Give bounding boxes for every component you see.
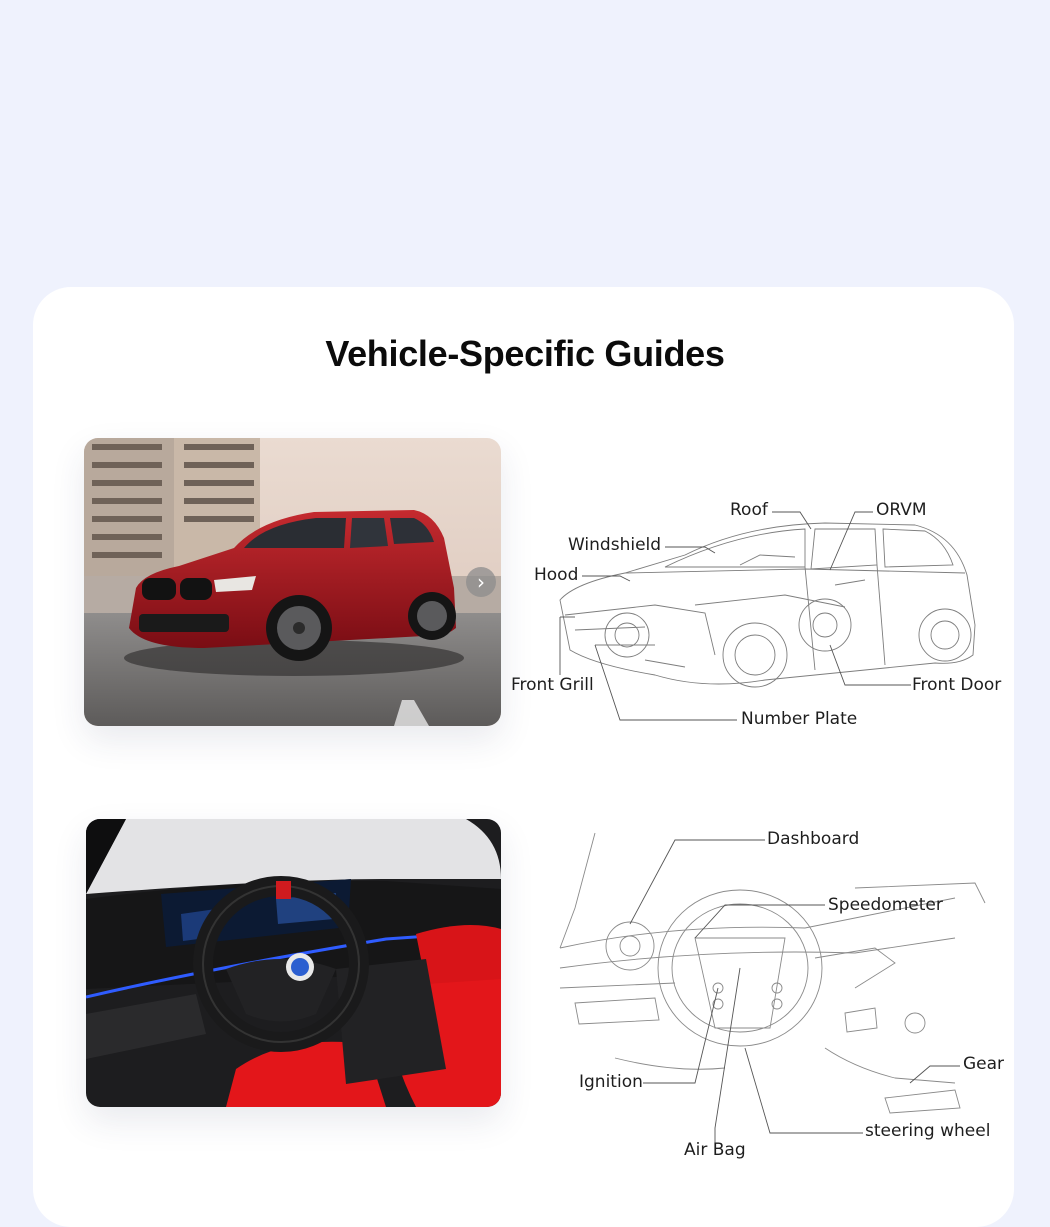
label-ignition: Ignition [579,1072,643,1092]
carousel-next-button[interactable] [466,567,496,597]
exterior-diagram [505,495,1035,745]
label-air-bag: Air Bag [684,1140,746,1160]
label-number-plate: Number Plate [741,709,858,729]
label-dashboard: Dashboard [767,829,860,849]
label-speedometer: Speedometer [828,895,943,915]
car-interior-photo [86,819,501,1107]
label-hood: Hood [534,565,579,585]
label-gear: Gear [963,1054,1005,1074]
chevron-right-icon: › [477,570,485,594]
label-roof: Roof [730,500,768,520]
interior-diagram [555,828,1015,1168]
label-front-grill: Front Grill [511,675,594,695]
label-steering-wheel: steering wheel [865,1121,991,1141]
section-title: Vehicle-Specific Guides [325,333,725,374]
label-front-door: Front Door [912,675,1002,695]
label-orvm: ORVM [876,500,927,520]
label-windshield: Windshield [568,535,662,555]
red-suv-photo [84,438,501,726]
